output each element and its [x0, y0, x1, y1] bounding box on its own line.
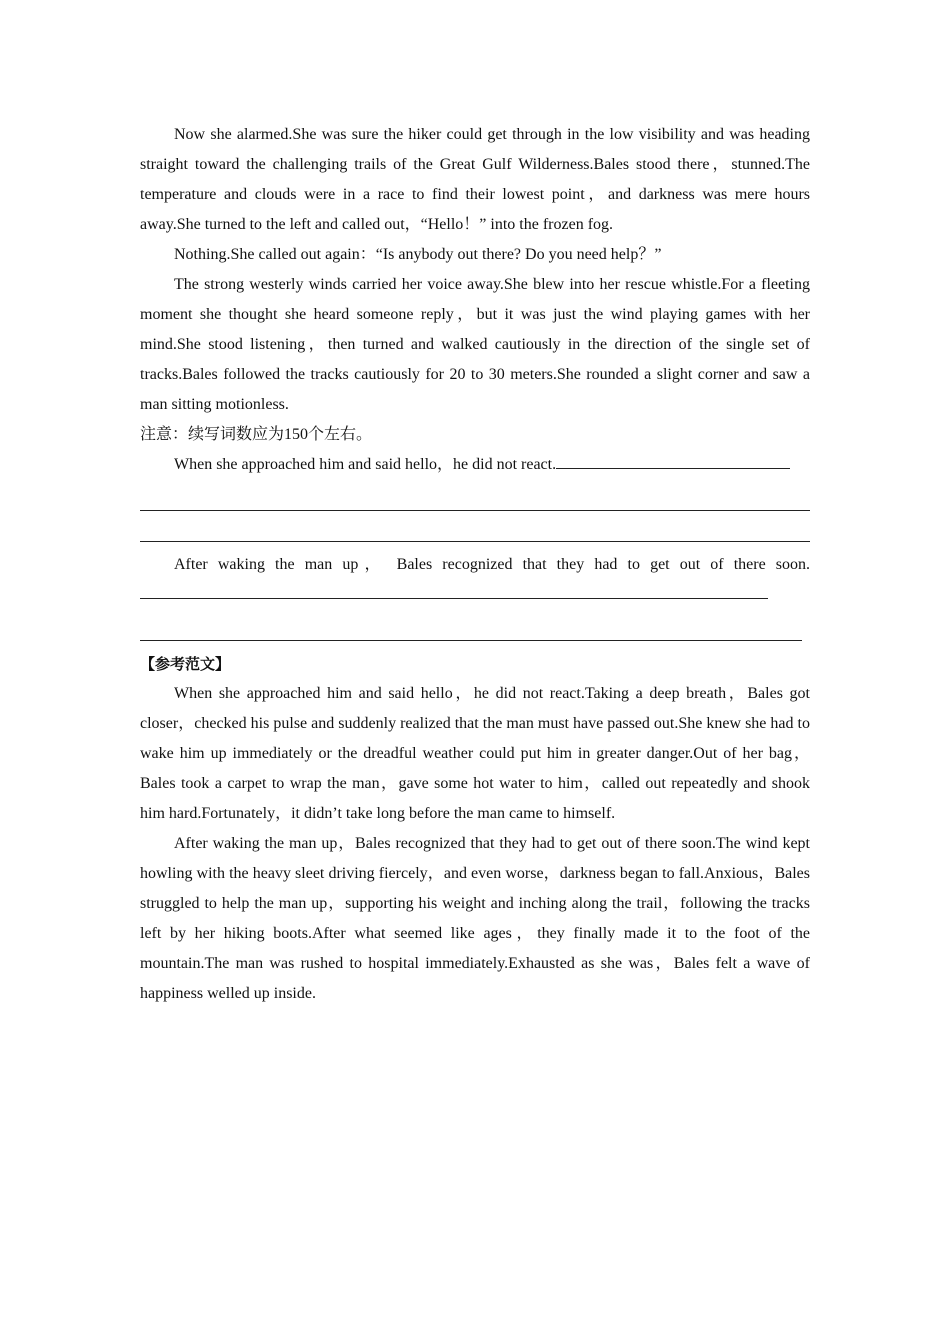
reference-paragraph-1: When she approached him and said hello，he did not react.Taking a deep breath，Bales got closer，checked his pulse and suddenly realized that the man must have passed out.She knew she had to wake him up immediately or the dreadful weather could put him in greater danger.Out of her bag，Bales took a carpet to wrap the man，gave some hot water to him，called out repeatedly and shook him hard.Fortunately，it didn’t take long before the man came to himself.	[140, 685, 810, 822]
prompt-2-text: After waking the man up， Bales recognized that they had to get out of there soon.	[174, 556, 810, 573]
story-paragraph-2: Nothing.She called out again：“Is anybody out there? Do you need help？”	[174, 246, 662, 263]
writing-blank[interactable]	[556, 452, 790, 469]
story-paragraph-1: Now she alarmed.She was sure the hiker could get through in the low visibility and was heading straight toward the challenging trails of the Great Gulf Wilderness.Bales stood there，stunned.The temperature and clouds were in a race to find their lowest point，and darkness was mere hours away.She turned to the left and called out，“Hello！” into the frozen fog.	[140, 126, 810, 233]
continuation-prompt-2	[140, 550, 810, 610]
prompt-1-text: When she approached him and said hello，he did not react.	[174, 456, 557, 473]
story-paragraph-3: The strong westerly winds carried her voice away.She blew into her rescue whistle.For a fleeting moment she thought she heard someone reply，but it was just the wind playing games with her mind.She stood listening，then turned and walked cautiously in the direction of the single set of tracks.Bales followed the tracks cautiously for 20 to 30 meters.She rounded a slight corner and saw a man sitting motionless.	[140, 276, 810, 413]
writing-blank[interactable]	[140, 582, 768, 599]
word-count-note: 注意：续写词数应为150个左右。	[140, 426, 373, 443]
document-page	[140, 120, 810, 1009]
writing-line[interactable]	[140, 610, 802, 641]
reference-paragraph-2: After waking the man up，Bales recognized that they had to get out of there soon.The wind kept howling with the heavy sleet driving fiercely，and even worse，darkness began to fall.Anxious，Bales struggled to help the man up，supporting his weight and inching along the trail，following the tracks left by her hiking boots.After what seemed like ages，they finally made it to the foot of the mountain.The man was rushed to hospital immediately.Exhausted as she was，Bales felt a wave of happiness welled up inside.	[140, 835, 810, 1002]
writing-line[interactable]	[140, 511, 810, 542]
writing-line[interactable]	[140, 480, 810, 511]
reference-heading: 【参考范文】	[140, 655, 231, 673]
continuation-prompt-1	[140, 450, 810, 480]
